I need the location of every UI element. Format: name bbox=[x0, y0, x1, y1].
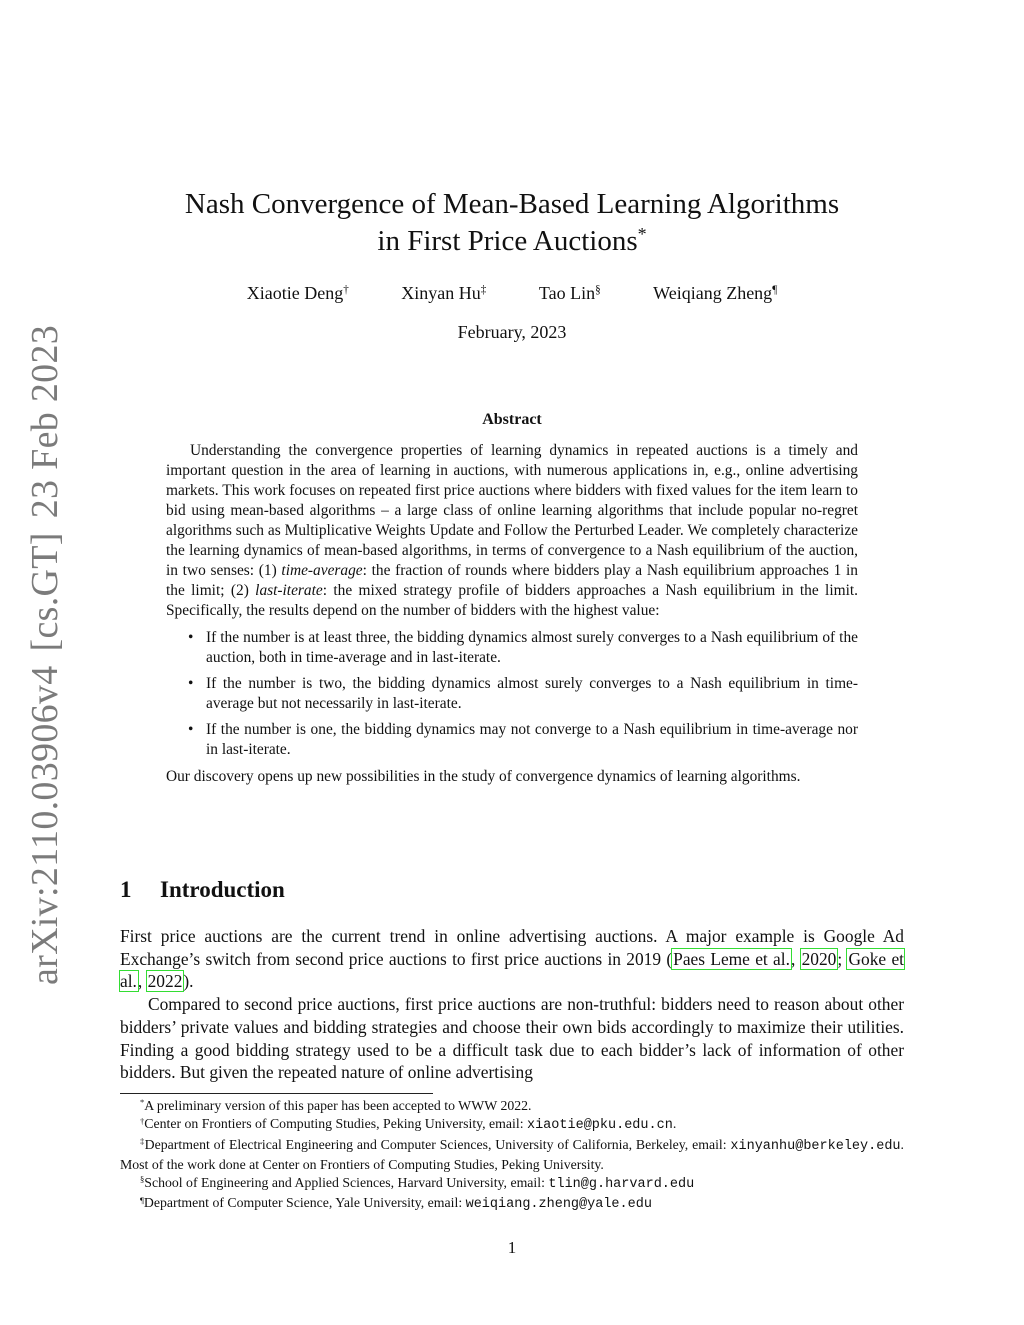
author-footnote-mark[interactable]: ¶ bbox=[772, 283, 778, 296]
email-link[interactable]: xiaotie@pku.edu.cn bbox=[526, 1118, 673, 1134]
body-paragraph: Compared to second price auctions, first price auctions are non-truthful: bidders need to reason about other bidders’ private values and bidding strategies and choose their own bids accordingly to maximize their utilities. Finding a good bidding strategy used to be a difficult task due to each bidder’s lack of information of other bidders. But given the repeated nature of online advertising bbox=[120, 994, 904, 1083]
term-time-average: time-average bbox=[281, 562, 363, 579]
bullet-icon: • bbox=[188, 675, 194, 692]
footnote: §School of Engineering and Applied Sciences, Harvard University, email: tlin@g.harvard.edu bbox=[140, 1174, 695, 1193]
abstract-closing: Our discovery opens up new possibilities in the study of convergence dynamics of learning algorithms. bbox=[166, 768, 801, 785]
email-link[interactable]: weiqiang.zheng@yale.edu bbox=[465, 1197, 652, 1213]
list-item: • If the number is two, the bidding dynamics almost surely converges to a Nash equilibrium in time-average but not necessarily in last-iterate. bbox=[188, 675, 858, 712]
footnote-rule bbox=[120, 1093, 433, 1094]
citation-link[interactable]: Paes Leme et al. bbox=[673, 948, 790, 969]
section-heading bbox=[120, 877, 285, 903]
arxiv-date: 23 Feb 2023 bbox=[24, 324, 66, 518]
arxiv-id[interactable]: arXiv:2110.03906v4 bbox=[24, 664, 66, 985]
author: Xinyan Hu‡ bbox=[401, 283, 487, 303]
title-line-1: Nash Convergence of Mean-Based Learning Algorithms bbox=[184, 188, 840, 220]
paper-date: February, 2023 bbox=[457, 322, 567, 342]
page-number: 1 bbox=[507, 1238, 517, 1257]
footnote: ¶Department of Computer Science, Yale University, email: weiqiang.zheng@yale.edu bbox=[140, 1194, 652, 1213]
paper-title bbox=[120, 186, 904, 260]
body-paragraph: First price auctions are the current trend in online advertising auctions. A major example is Google Ad Exchange’s switch from second price auctions to first price auctions in 2019 (Paes Leme et al., 2020; Goke et al., 2022). bbox=[120, 926, 904, 992]
abstract-body bbox=[166, 441, 858, 787]
abstract-paragraph: Understanding the convergence properties of learning dynamics in repeated auctions is a timely and important question in the area of learning in auctions, with numerous applications in, e.g., online advertising markets. This work focuses on repeated first price auctions where bidders with fixed values for the item learn to bid using mean-based algorithms – a large class of online learning algorithms that include popular no-regret algorithms such as Multiplicative Weights Update and Follow the Perturbed Leader. We completely characterize the learning dynamics of mean-based algorithms, in terms of convergence to a Nash equilibrium of the auction, in two senses: (1) time-average: the fraction of rounds where bidders play a Nash equilibrium approaches 1 in the limit; (2) last-iterate: the mixed strategy profile of bidders approaches a Nash equilibrium in the limit. Specifically, the results depend on the number of bidders with the highest value: bbox=[166, 442, 858, 619]
term-last-iterate: last-iterate bbox=[255, 582, 323, 599]
author-footnote-mark[interactable]: ‡ bbox=[480, 283, 487, 296]
author: Weiqiang Zheng¶ bbox=[653, 283, 778, 303]
citation-link[interactable]: 2022 bbox=[147, 971, 183, 992]
author: Xiaotie Deng† bbox=[246, 283, 349, 303]
title-line-2: in First Price Auctions bbox=[377, 225, 638, 257]
footnotes bbox=[120, 1097, 904, 1215]
title-footnote-mark[interactable]: * bbox=[637, 224, 647, 245]
bullet-icon: • bbox=[188, 721, 194, 738]
footnote: *A preliminary version of this paper has been accepted to WWW 2022. bbox=[140, 1097, 532, 1113]
citation-link[interactable]: Goke et al. bbox=[120, 948, 904, 992]
email-link[interactable]: tlin@g.harvard.edu bbox=[548, 1177, 695, 1193]
abstract-list bbox=[166, 628, 858, 760]
author-footnote-mark[interactable]: † bbox=[343, 283, 349, 296]
list-item: • If the number is one, the bidding dynamics may not converge to a Nash equilibrium in time-average nor in last-iterate. bbox=[188, 721, 858, 758]
section-number: 1 bbox=[120, 877, 132, 902]
bullet-icon: • bbox=[188, 629, 194, 646]
email-link[interactable]: xinyanhu@berkeley.edu bbox=[730, 1138, 901, 1154]
citation-link[interactable]: 2020 bbox=[801, 948, 837, 969]
footnote: †Center on Frontiers of Computing Studies, Peking University, email: xiaotie@pku.edu.cn. bbox=[140, 1115, 677, 1134]
arxiv-category: [cs.GT] bbox=[24, 531, 66, 651]
section-title: Introduction bbox=[160, 877, 285, 902]
section-body bbox=[120, 925, 904, 1084]
arxiv-stamp bbox=[22, 324, 68, 985]
footnote: ‡Department of Electrical Engineering and Computer Sciences, University of California, Berkeley, email: xinyanhu@berkeley.edu. Most of the work done at Center on Frontiers of Computing Studies, Peking University. bbox=[120, 1135, 904, 1172]
list-item: • If the number is at least three, the bidding dynamics almost surely converges to a Nash equilibrium of the auction, both in time-average and in last-iterate. bbox=[188, 629, 858, 666]
author: Tao Lin§ bbox=[538, 283, 601, 303]
author-footnote-mark[interactable]: § bbox=[595, 283, 601, 296]
abstract-heading: Abstract bbox=[482, 411, 542, 428]
author-list bbox=[120, 283, 904, 304]
